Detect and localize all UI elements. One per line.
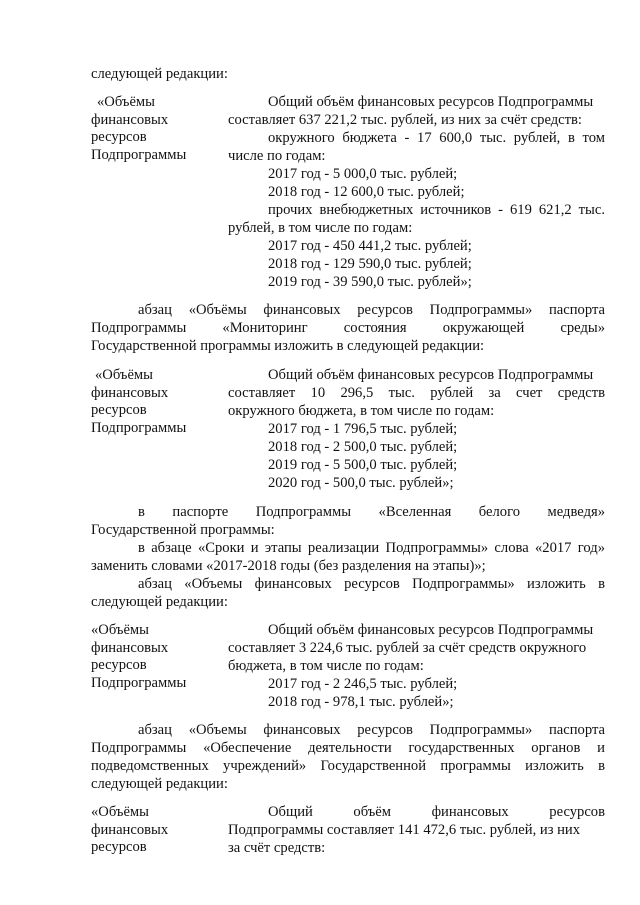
paragraph3-line: подведомственных учреждений» Государственной программы изложить в — [91, 758, 605, 774]
paragraph1-line: абзац «Объёмы финансовых ресурсов Подпрограммы» паспорта — [138, 302, 605, 318]
paragraph3-line: Подпрограммы «Обеспечение деятельности государственных органов и — [91, 740, 605, 756]
paragraph2-line: в паспорте Подпрограммы «Вселенная белого медведя» — [138, 504, 605, 520]
block1-line: Общий объём финансовых ресурсов Подпрограммы — [268, 94, 594, 110]
block4-line: Общий объём финансовых ресурсов — [268, 804, 605, 820]
block2-line: составляет 10 296,5 тыс. рублей за счет средств — [228, 385, 605, 401]
paragraph1-line: Подпрограммы «Мониторинг состояния окружающей среды» — [91, 320, 605, 336]
paragraph2-line: Государственной программы: — [91, 522, 275, 538]
paragraph3-line: следующей редакции: — [91, 776, 228, 792]
block1-line: рублей, в том числе по годам: — [228, 220, 413, 236]
block1-line: прочих внебюджетных источников - 619 621,2 тыс. — [268, 202, 605, 218]
block1-line: 2019 год - 39 590,0 тыс. рублей»; — [268, 274, 472, 290]
left-label-line: «Объёмы — [91, 622, 149, 638]
block4-left-cell — [91, 804, 168, 857]
block2-line: 2020 год - 500,0 тыс. рублей»; — [268, 475, 454, 491]
left-label-line: ресурсов — [91, 129, 147, 146]
block2-line: Общий объём финансовых ресурсов Подпрограммы — [268, 367, 594, 383]
left-label-line: финансовых — [91, 639, 169, 656]
block1-line: окружного бюджета - 17 600,0 тыс. рублей, в том — [268, 130, 605, 146]
paragraph3-line: абзац «Объемы финансовых ресурсов Подпрограммы» паспорта — [138, 722, 605, 738]
left-label-line: ресурсов — [91, 839, 147, 856]
left-label-line: ресурсов — [91, 657, 147, 674]
block1-line: 2017 год - 5 000,0 тыс. рублей; — [268, 166, 458, 182]
left-label-line: финансовых — [91, 384, 169, 401]
block1-line: 2017 год - 450 441,2 тыс. рублей; — [268, 238, 472, 254]
left-label-line: «Объёмы — [91, 804, 149, 820]
block1-left-cell — [91, 94, 186, 164]
paragraph2-line: абзац «Объемы финансовых ресурсов Подпрограммы» изложить в — [138, 576, 605, 592]
block2-line: 2018 год - 2 500,0 тыс. рублей; — [268, 439, 458, 455]
left-label-line: Подпрограммы — [91, 419, 187, 436]
block4-line: за счёт средств: — [228, 840, 326, 856]
intro-line: следующей редакции: — [91, 66, 228, 82]
left-label-line: финансовых — [91, 821, 169, 838]
block1-line: числе по годам: — [228, 148, 326, 164]
block1-line: 2018 год - 12 600,0 тыс. рублей; — [268, 184, 465, 200]
block1-line: составляет 637 221,2 тыс. рублей, из них за счёт средств: — [228, 112, 582, 128]
block2-line: 2019 год - 5 500,0 тыс. рублей; — [268, 457, 458, 473]
block3-line: Общий объём финансовых ресурсов Подпрограммы — [268, 622, 594, 638]
left-label-line: ресурсов — [91, 402, 147, 419]
block3-line: составляет 3 224,6 тыс. рублей за счёт средств окружного — [228, 640, 587, 656]
left-label-line: «Объёмы — [97, 94, 155, 110]
block3-line: 2017 год - 2 246,5 тыс. рублей; — [268, 676, 458, 692]
paragraph2-line: следующей редакции: — [91, 594, 228, 610]
left-label-line: финансовых — [91, 111, 169, 128]
block2-line: окружного бюджета, в том числе по годам: — [228, 403, 495, 419]
block2-line: 2017 год - 1 796,5 тыс. рублей; — [268, 421, 458, 437]
block1-line: 2018 год - 129 590,0 тыс. рублей; — [268, 256, 472, 272]
block2-left-cell — [91, 367, 186, 437]
left-label-line: Подпрограммы — [91, 674, 187, 691]
left-label-line: «Объёмы — [95, 367, 153, 383]
block3-left-cell — [91, 622, 186, 692]
paragraph2-line: заменить словами «2017-2018 годы (без разделения на этапы)»; — [91, 558, 486, 574]
block4-line: Подпрограммы составляет 141 472,6 тыс. рублей, из них — [228, 822, 581, 838]
block3-line: 2018 год - 978,1 тыс. рублей»; — [268, 694, 454, 710]
block3-line: бюджета, в том числе по годам: — [228, 658, 424, 674]
paragraph1-line: Государственной программы изложить в следующей редакции: — [91, 338, 485, 354]
paragraph2-line: в абзаце «Сроки и этапы реализации Подпрограммы» слова «2017 год» — [138, 540, 605, 556]
left-label-line: Подпрограммы — [91, 146, 187, 163]
